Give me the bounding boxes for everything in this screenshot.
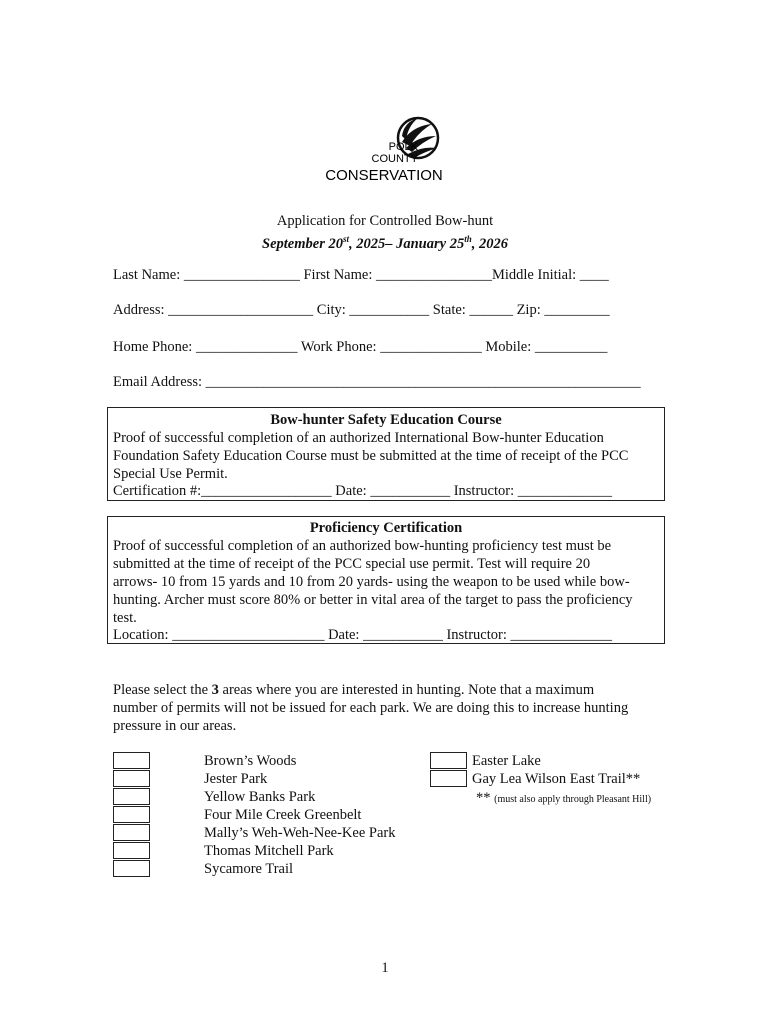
polk-county-conservation-logo — [322, 116, 446, 188]
proficiency-fields-row[interactable]: Location: _____________________ Date: ___________ Instructor: ______________ — [113, 627, 612, 643]
area-label-gay-lea-wilson-trail: Gay Lea Wilson East Trail** — [472, 771, 641, 787]
instructions-line-3: pressure in our areas. — [113, 718, 237, 734]
certification-fields-row[interactable]: Certification #:__________________ Date: ___________ Instructor: _____________ — [113, 483, 612, 499]
checkbox-gay-lea-wilson-trail[interactable] — [430, 770, 467, 787]
date-end-suffix: th — [464, 234, 472, 244]
proficiency-text-4: hunting. Archer must score 80% or better in vital area of the target to pass the proficiency — [113, 592, 633, 608]
proficiency-text-2: submitted at the time of receipt of the PCC special use permit. Test will require 20 — [113, 556, 591, 572]
safety-course-heading: Bow-hunter Safety Education Course — [270, 412, 502, 428]
footnote-marker: ** — [476, 790, 495, 806]
date-end: , 2026 — [471, 235, 508, 252]
checkbox-jester-park[interactable] — [113, 770, 150, 787]
checkbox-yellow-banks-park[interactable] — [113, 788, 150, 805]
name-fields-row[interactable]: Last Name: ________________ First Name: ________________Middle Initial: ____ — [113, 267, 609, 283]
logo-line-1: POLK — [388, 141, 418, 153]
area-label-jester-park: Jester Park — [204, 771, 268, 787]
area-label-mallys-park: Mally’s Weh-Weh-Nee-Kee Park — [204, 825, 396, 841]
proficiency-text-1: Proof of successful completion of an authorized bow-hunting proficiency test must be — [113, 538, 612, 554]
hunt-date-range — [0, 230, 770, 253]
instructions-pre: Please select the — [113, 682, 212, 698]
proficiency-heading: Proficiency Certification — [309, 520, 463, 536]
instructions-line-2: number of permits will not be issued for each park. We are doing this to increase hunting — [113, 700, 629, 716]
email-field-row[interactable]: Email Address: ____________________________________________________________ — [113, 374, 641, 390]
checkbox-sycamore-trail[interactable] — [113, 860, 150, 877]
checkbox-four-mile-creek[interactable] — [113, 806, 150, 823]
address-fields-row[interactable]: Address: ____________________ City: ___________ State: ______ Zip: _________ — [113, 302, 610, 318]
instructions-rest: areas where you are interested in hunting. Note that a maximum — [218, 682, 595, 698]
footnote-text: (must also apply through Pleasant Hill) — [494, 794, 652, 805]
date-start-suffix: st — [342, 234, 349, 244]
checkbox-mallys-park[interactable] — [113, 824, 150, 841]
instructions-line-1 — [113, 681, 673, 699]
checkbox-easter-lake[interactable] — [430, 752, 467, 769]
proficiency-text-5: test. — [113, 610, 137, 626]
logo-line-3: CONSERVATION — [325, 167, 443, 184]
area-label-yellow-banks-park: Yellow Banks Park — [204, 789, 316, 805]
area-label-browns-woods: Brown’s Woods — [204, 753, 297, 769]
area-label-easter-lake: Easter Lake — [472, 753, 541, 769]
form-title: Application for Controlled Bow-hunt — [276, 213, 494, 229]
logo-line-2: COUNTY — [371, 153, 418, 165]
page-number: 1 — [381, 960, 389, 976]
area-label-thomas-mitchell-park: Thomas Mitchell Park — [204, 843, 334, 859]
safety-course-text-3: Special Use Permit. — [113, 466, 228, 482]
safety-course-text-2: Foundation Safety Education Course must be submitted at the time of receipt of the PCC — [113, 448, 629, 464]
checkbox-thomas-mitchell-park[interactable] — [113, 842, 150, 859]
safety-course-text-1: Proof of successful completion of an authorized International Bow-hunter Education — [113, 430, 604, 446]
checkbox-browns-woods[interactable] — [113, 752, 150, 769]
area-label-four-mile-creek: Four Mile Creek Greenbelt — [204, 807, 362, 823]
date-middle: , 2025– January 25 — [348, 235, 465, 252]
area-label-sycamore-trail: Sycamore Trail — [204, 861, 294, 877]
footnote — [476, 789, 651, 809]
proficiency-text-3: arrows- 10 from 15 yards and 10 from 20 yards- using the weapon to be used while bow- — [113, 574, 630, 590]
phone-fields-row[interactable]: Home Phone: ______________ Work Phone: ______________ Mobile: __________ — [113, 339, 608, 355]
instructions-count: 3 — [211, 682, 219, 698]
date-start: September 20 — [262, 235, 343, 252]
